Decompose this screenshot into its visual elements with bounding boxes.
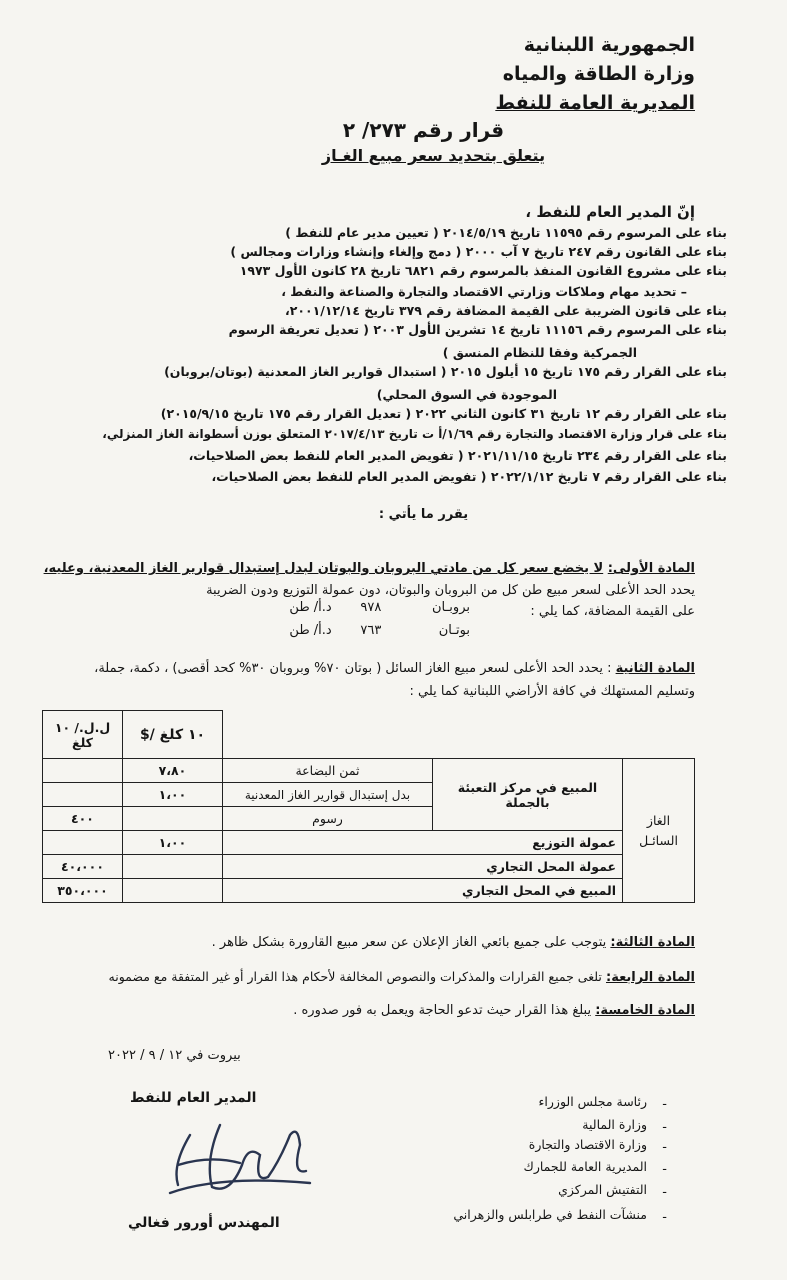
preamble-clause: الموجودة في السوق المحلي) — [376, 387, 557, 402]
signatory-name: المهندس أورور فغالي — [128, 1215, 280, 1231]
preamble-clause: بناء على المرسوم رقم ١١٥٩٥ تاريخ ٢٠١٤/٥/١٩ ( تعيين مدير عام للنفط ) — [285, 225, 727, 240]
header-directorate: المديرية العامة للنفط — [495, 92, 695, 114]
cell-lbp: ٤٠٠ — [43, 807, 123, 831]
article1-item-butane — [240, 623, 470, 638]
distribution-dash: - — [662, 1185, 667, 1200]
table-header-row — [43, 711, 695, 759]
distribution-item: منشآت النفط في طرابلس والزهراني — [453, 1207, 647, 1222]
article5-label: المادة الخامسة: — [595, 1003, 695, 1018]
article1-line2: يحدد الحد الأعلى لسعر مبيع طن كل من البروبان والبوتان، دون عمولة التوزيع ودون الضريبة — [206, 583, 695, 598]
article1-label: المادة الأولى: — [607, 561, 695, 576]
distribution-item: المديرية العامة للجمارك — [523, 1159, 647, 1174]
header-republic: الجمهورية اللبنانية — [523, 34, 695, 56]
distribution-item: رئاسة مجلس الوزراء — [538, 1094, 647, 1109]
distribution-item: وزارة المالية — [582, 1117, 647, 1132]
preamble-clause: بناء على القرار رقم ٧ تاريخ ٢٠٢٢/١/١٢ ( تفويض المدير العام للنفط بعض الصلاحيات، — [211, 469, 727, 484]
decision-number: قرار رقم ٢٧٣/ ٢ — [342, 118, 505, 142]
table-row — [43, 855, 695, 879]
article1-text: لا يخضع سعر كل من مادتي البروبان والبوتان لبدل إستبدال قوارير الغاز المعدنية، وعليه، — [43, 561, 604, 576]
signatory-title: المدير العام للنفط — [130, 1090, 257, 1106]
article5 — [293, 1003, 695, 1018]
preamble-clause: الجمركية وفقا للنظام المنسق ) — [442, 345, 637, 360]
item-value: ٩٧٨ — [360, 600, 382, 615]
cell-label: المبيع في المحل التجاري — [223, 879, 623, 903]
article2-line2: وتسليم المستهلك في كافة الأراضي اللبنانية كما يلي : — [409, 684, 695, 699]
article2-line1 — [94, 661, 695, 676]
article5-text: يبلغ هذا القرار حيث تدعو الحاجة ويعمل به فور صدوره . — [293, 1003, 592, 1018]
preamble-clause: بناء على القرار رقم ١٢ تاريخ ٣١ كانون الثاني ٢٠٢٢ ( تعديل القرار رقم ١٧٥ تاريخ ٢٠١٥/٩/١٥) — [160, 406, 727, 421]
cell-label: بدل إستبدال قوارير الغاز المعدنية — [223, 783, 433, 807]
distribution-dash: - — [662, 1097, 667, 1112]
article2-label: المادة الثانية — [615, 661, 695, 676]
distribution-dash: - — [662, 1210, 667, 1225]
cell-lbp: ٣٥٠،٠٠٠ — [43, 879, 123, 903]
article4-text: تلغى جميع القرارات والمذكرات والنصوص المخالفة لأحكام هذا القرار أو غير المتفقة مع مضمونه — [108, 969, 602, 984]
cell-usd — [123, 855, 223, 879]
cell-usd: ١،٠٠ — [123, 831, 223, 855]
cell-lbp: ٤٠،٠٠٠ — [43, 855, 123, 879]
table-row — [43, 759, 695, 783]
header-ministry: وزارة الطاقة والمياه — [502, 63, 695, 85]
price-table — [42, 710, 695, 903]
cell-label: ثمن البضاعة — [223, 759, 433, 783]
cell-label: عمولة المحل التجاري — [223, 855, 623, 879]
table-row — [43, 831, 695, 855]
cell-lbp — [43, 831, 123, 855]
article3 — [212, 935, 695, 950]
distribution-dash: - — [662, 1140, 667, 1155]
article1-line1 — [44, 561, 695, 576]
preamble-clause: – تحديد مهام وملاكات وزارتي الاقتصاد والتجارة والصناعة والنفط ، — [281, 284, 687, 299]
article4-label: المادة الرابعة: — [606, 970, 695, 985]
preamble-opening: إنّ المدير العام للنفط ، — [525, 203, 695, 221]
distribution-dash: - — [662, 1162, 667, 1177]
article3-label: المادة الثالثة: — [610, 935, 695, 950]
table-row — [43, 879, 695, 903]
distribution-dash: - — [662, 1120, 667, 1135]
item-unit: د.أ/ طن — [289, 600, 332, 615]
cell-lbp — [43, 759, 123, 783]
article4 — [109, 969, 695, 985]
cell-lbp — [43, 783, 123, 807]
preamble-clause: بناء على مشروع القانون المنفذ بالمرسوم رقم ٦٨٢١ تاريخ ٢٨ كانون الأول ١٩٧٣ — [239, 263, 727, 278]
wholesale-group-cell: المبيع في مركز التعبئة بالجملة — [433, 759, 623, 831]
distribution-item: وزارة الاقتصاد والتجارة — [528, 1137, 647, 1152]
cell-usd — [123, 807, 223, 831]
item-name: بروبـان — [431, 600, 470, 615]
preamble-clause: بناء على القرار رقم ١٧٥ تاريخ ١٥ أيلول ٢٠١٥ ( استبدال قوارير الغاز المعدنية (بوتان/بروبان) — [164, 364, 727, 379]
preamble-clause: بناء على قرار وزارة الاقتصاد والتجارة رقم ١/٦٩/أ ت تاريخ ٢٠١٧/٤/١٣ المتعلق بوزن أسطوانة الغاز المنزلي، — [102, 427, 727, 441]
cell-usd: ١،٠٠ — [123, 783, 223, 807]
col-usd-header: $/ ١٠ كلغ — [123, 711, 223, 759]
cell-usd: ٧،٨٠ — [123, 759, 223, 783]
cell-label: عمولة التوزيع — [223, 831, 623, 855]
cell-label: رسوم — [223, 807, 433, 831]
item-name: بوتـان — [438, 623, 470, 638]
item-value: ٧٦٣ — [360, 623, 382, 638]
item-unit: د.أ/ طن — [289, 623, 332, 638]
preamble-clause: بناء على قانون الضريبة على القيمة المضافة رقم ٣٧٩ تاريخ ٢٠٠١/١٢/١٤، — [285, 303, 727, 318]
product-cell: الغاز السائـل — [623, 759, 695, 903]
decides-heading: يقرر ما يأتي : — [378, 507, 469, 522]
col-lbp-header: ل.ل./ ١٠ كلغ — [43, 711, 123, 759]
cell-usd — [123, 879, 223, 903]
article1-item-propane — [240, 600, 470, 615]
article2-text: : يحدد الحد الأعلى لسعر مبيع الغاز السائل ( بوتان ٧٠% وبروبان ٣٠% كحد أقصى) ، دكمة، جملة، — [94, 661, 612, 676]
decision-subject: يتعلق بتحديد سعر مبيع الغـاز — [321, 146, 546, 165]
signature-image — [150, 1105, 320, 1205]
preamble-clause: بناء على القانون رقم ٢٤٧ تاريخ ٧ آب ٢٠٠٠ ( دمج وإلغاء وإنشاء وزارات ومجالس ) — [230, 244, 727, 259]
article1-line3: على القيمة المضافة، كما يلي : — [530, 604, 695, 619]
dateline: بيروت في ١٢ / ٩ / ٢٠٢٢ — [108, 1048, 241, 1063]
preamble-clause: بناء على المرسوم رقم ١١١٥٦ تاريخ ١٤ تشرين الأول ٢٠٠٣ ( تعديل تعريفة الرسوم — [228, 322, 727, 337]
preamble-clause: بناء على القرار رقم ٢٣٤ تاريخ ٢٠٢١/١١/١٥ ( تفويض المدير العام للنفط بعض الصلاحيات، — [188, 448, 727, 463]
article3-text: يتوجب على جميع بائعي الغاز الإعلان عن سعر مبيع القارورة بشكل ظاهر . — [211, 935, 607, 950]
distribution-item: التفتيش المركزي — [558, 1182, 647, 1197]
